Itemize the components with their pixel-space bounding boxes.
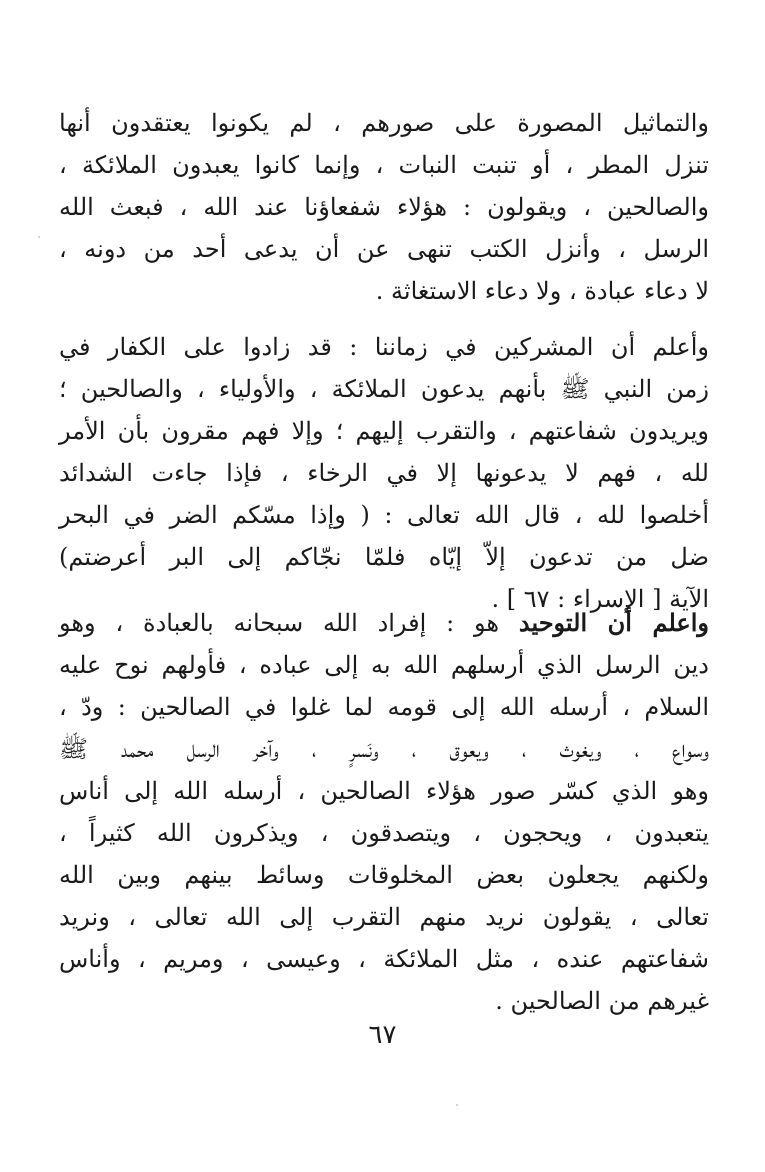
page-number: ٦٧ xyxy=(368,1020,397,1050)
text-line: وهو الذي كسّر صور هؤلاء الصالحين ، أرسله الله إلى أناس xyxy=(59,777,709,805)
text-line: وأعلم أن المشركين في زماننا : قد زادوا على الكفار في xyxy=(59,333,709,361)
text-line-with-heading xyxy=(59,602,709,644)
text-line: ولكنهم يجعلون بعض المخلوقات وسائط بينهم وبين الله xyxy=(59,861,709,889)
paper-speck xyxy=(38,236,40,238)
text-line: تعالى ، يقولون نريد منهم التقرب إلى الله تعالى ، ونريد xyxy=(59,903,709,931)
text-line: لا دعاء عبادة ، ولا دعاء الاستغاثة . xyxy=(375,277,709,305)
text-line: ويريدون شفاعتهم ، والتقرب إليهم ؛ وإلا فهم مقرون بأن الأمر xyxy=(59,417,709,445)
text-line: شفاعتهم عنده ، مثل الملائكة ، وعيسى ، ومريم ، وأناس xyxy=(59,945,709,973)
text-line: غيرهم من الصالحين . xyxy=(495,987,709,1015)
text-line: زمن النبي ﷺ بأنهم يدعون الملائكة ، والأولياء ، والصالحين ؛ xyxy=(59,375,709,403)
text-line: السلام ، أرسله الله إلى قومه لما غلوا في الصالحين : ودّ ، xyxy=(59,693,709,721)
paper-speck xyxy=(456,1104,458,1106)
text-line: والصالحين ، ويقولون : هؤلاء شفعاؤنا عند الله ، فبعث الله xyxy=(59,193,709,221)
text-line: الرسل ، وأنزل الكتب تنهى عن أن يدعى أحد من دونه ، xyxy=(59,235,709,263)
text-line: أخلصوا لله ، قال الله تعالى : ( وإذا مسّكم الضر في البحر xyxy=(59,501,709,529)
paragraph-1 xyxy=(59,102,709,312)
line-continuation: هو : إفراد الله سبحانه بالعبادة ، وهو xyxy=(59,609,519,637)
text-line: تنزل المطر ، أو تنبت النبات ، وإنما كانوا يعبدون الملائكة ، xyxy=(59,151,709,179)
text-line: لله ، فهم لا يدعونها إلا في الرخاء ، فإذا جاءت الشدائد xyxy=(59,459,709,487)
text-line: والتماثيل المصورة على صورهم ، لم يكونوا يعتقدون أنها xyxy=(59,109,709,137)
text-line: يتعبدون ، ويحجون ، ويتصدقون ، ويذكرون الله كثيراً ، xyxy=(59,819,709,847)
paragraph-3 xyxy=(59,602,709,1022)
quran-verse-line: ضل من تدعون إلاّ إيّاه فلمّا نجّاكم إلى البر أعرضتم) xyxy=(59,543,709,571)
bold-lead-phrase: واعلم أن التوحيد xyxy=(518,608,709,637)
text-line: وسواع ، ويغوث ، ويعوق ، ونَسرٍ ، وآخر الرسل محمد ﷺ xyxy=(59,735,709,763)
verse-reference-line: الآية [ الإسراء : ٦٧ ] . xyxy=(491,585,709,613)
paragraph-2 xyxy=(59,326,709,620)
text-line: دين الرسل الذي أرسلهم الله به إلى عباده ، فأولهم نوح عليه xyxy=(59,651,709,679)
